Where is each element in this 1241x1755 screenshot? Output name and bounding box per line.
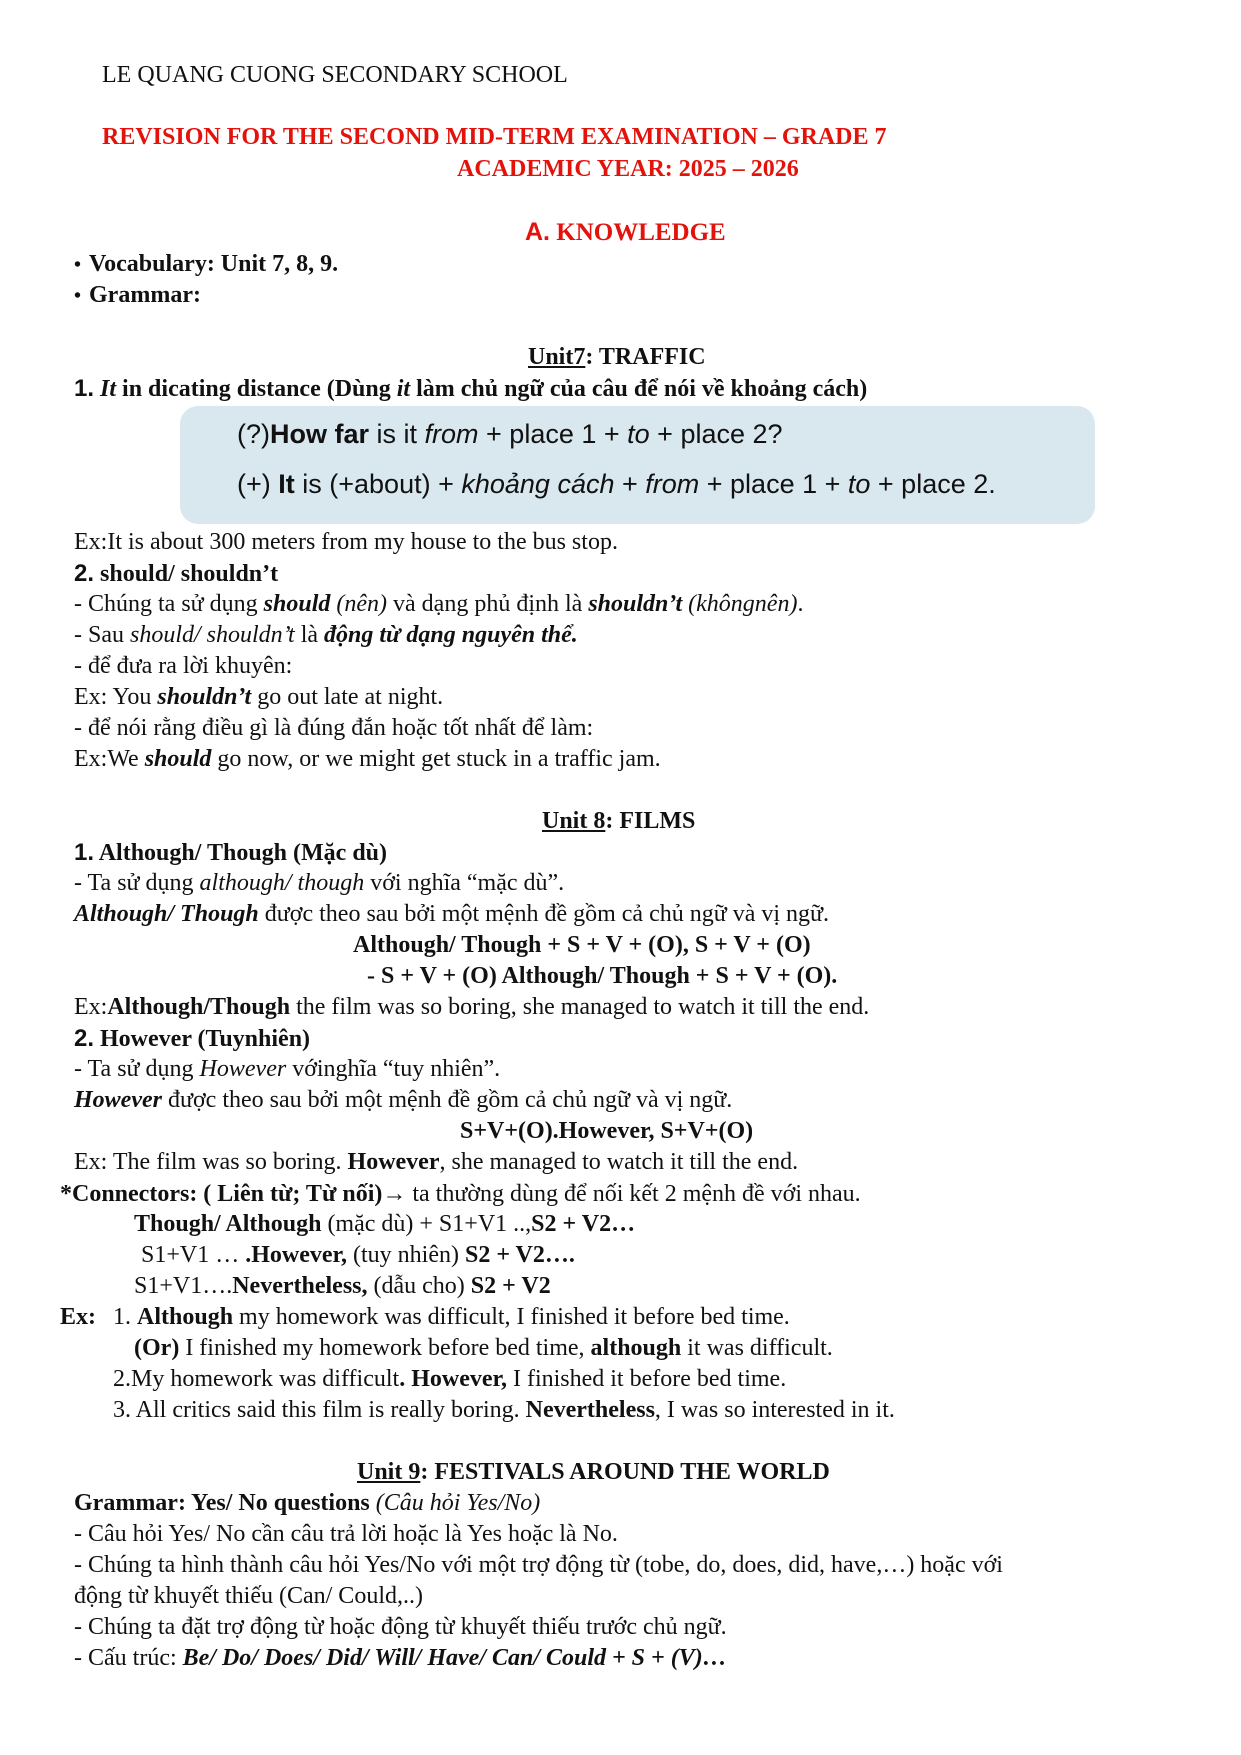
section-a-heading (525, 218, 726, 247)
text-part: là (294, 622, 325, 648)
formula-part: (?) (237, 419, 270, 449)
school-name: LE QUANG CUONG SECONDARY SCHOOL (102, 62, 568, 88)
example-line (113, 1397, 895, 1424)
text-line: - để nói rằng điều gì là đúng đắn hoặc tốt nhất để làm: (74, 715, 594, 741)
text-part: (tuy nhiên) (346, 1242, 465, 1268)
connectors-line (60, 1180, 861, 1208)
text-part: Although (137, 1304, 234, 1330)
it-word: It (100, 376, 117, 402)
unit7-point1 (74, 375, 867, 403)
example-line (113, 1304, 790, 1331)
text-part: go out late at night. (251, 684, 444, 710)
text-line (74, 870, 564, 897)
formula-part: + place 2? (649, 419, 783, 449)
formula-part: from (424, 419, 479, 449)
text-part: - Chúng ta sử dụng (74, 591, 264, 617)
text-part: Ex: (74, 994, 108, 1020)
formula-keyword: How far (270, 419, 370, 449)
formula-part: is it (369, 419, 425, 449)
text-line (74, 1056, 500, 1083)
unit7-title: : TRAFFIC (585, 344, 706, 370)
text-part: S2 + V2… (531, 1211, 636, 1237)
text-line (74, 622, 578, 649)
text-part: - Ta sử dụng (74, 1056, 200, 1082)
text-part: Ex: You (74, 684, 158, 710)
text-part: Though/ Although (134, 1211, 322, 1237)
text-part: 3. All critics said this film is really boring. (113, 1397, 526, 1423)
text-part: . However, (399, 1366, 507, 1392)
text-part: should (144, 746, 212, 772)
text-part: S2 + V2 (470, 1273, 551, 1299)
text-part: Nevertheless, (232, 1273, 368, 1299)
text-part: (Câu hỏi Yes/No) (369, 1490, 541, 1516)
connector-formula (134, 1211, 635, 1238)
point-text: in dicating distance (Dùng (116, 376, 397, 402)
point-title: should/ shouldn’t (100, 561, 279, 587)
formula-line: Although/ Though + S + V + (O), S + V + (O) (353, 932, 811, 958)
formula-part: khoảng cách (461, 469, 615, 499)
unit9-title: : FESTIVALS AROUND THE WORLD (420, 1459, 830, 1485)
point-number: 1. (74, 375, 95, 402)
arrow-right-icon: → (382, 1180, 407, 1207)
text-part: động từ dạng nguyên thể. (324, 622, 578, 648)
text-part: I finished it before bed time. (506, 1366, 787, 1392)
text-part: Although/Though (107, 994, 291, 1020)
text-line (74, 1645, 727, 1672)
formula-part: + place 1 + (699, 469, 848, 499)
document-title: REVISION FOR THE SECOND MID-TERM EXAMINATION – GRADE 7 (102, 124, 887, 150)
example-line (74, 994, 869, 1021)
text-part: .However, (245, 1242, 347, 1268)
bullet-grammar (74, 282, 201, 309)
formula-part: from (645, 469, 700, 499)
formula-question (237, 419, 783, 450)
text-part: được theo sau bởi một mệnh đề gồm cả chủ ngữ và vị ngữ. (258, 901, 830, 927)
text-part: shouldn’t (157, 684, 252, 710)
text-part: , I was so interested in it. (654, 1397, 895, 1423)
text-part: (mặc dù) + S1+V1 .., (321, 1211, 532, 1237)
text-part: although/ though (199, 870, 365, 896)
example-line (60, 1304, 96, 1331)
formula-answer (237, 469, 996, 500)
text-part: , she managed to watch it till the end. (439, 1149, 799, 1175)
text-part: - Cấu trúc: (74, 1645, 183, 1671)
unit7-heading (528, 344, 706, 371)
example-line (74, 1149, 798, 1176)
text-part: S2 + V2…. (464, 1242, 575, 1268)
connectors-label: *Connectors: ( Liên từ; Từ nối) (60, 1181, 383, 1207)
text-part: (khôngnên) (682, 591, 798, 617)
text-part: should/ shouldn’t (130, 622, 295, 648)
text-line: - Chúng ta đặt trợ động từ hoặc động từ khuyết thiếu trước chủ ngữ. (74, 1614, 727, 1640)
example-line: Ex:It is about 300 meters from my house to the bus stop. (74, 529, 618, 555)
text-part: should (263, 591, 331, 617)
text-part: However (74, 1087, 162, 1113)
text-part: go now, or we might get stuck in a traffic jam. (211, 746, 661, 772)
point-title: However (Tuynhiên) (100, 1026, 311, 1052)
section-letter: A. (525, 218, 550, 246)
formula-part: to (847, 469, 871, 499)
unit7-label: Unit7 (528, 344, 586, 370)
text-part: 2.My homework was difficult (113, 1366, 400, 1392)
unit8-point1 (74, 839, 387, 867)
formula-line: - S + V + (O) Although/ Though + S + V + (O). (367, 963, 838, 989)
connector-formula (141, 1242, 575, 1269)
unit9-label: Unit 9 (357, 1459, 421, 1485)
text-part: Grammar: Yes/ No questions (74, 1490, 370, 1516)
unit9-grammar (74, 1490, 540, 1517)
text-line: - Chúng ta hình thành câu hỏi Yes/No với một trợ động từ (tobe, do, does, did, have,…) hoặc với (74, 1552, 1003, 1578)
text-part: I finished my homework before bed time, (179, 1335, 591, 1361)
point-number: 2. (74, 1025, 95, 1052)
text-part: với nghĩa “mặc dù”. (364, 870, 565, 896)
unit7-point2 (74, 560, 278, 588)
text-part: . (797, 591, 804, 617)
text-part: - Sau (74, 622, 130, 648)
text-part: (nên) (330, 591, 388, 617)
point-title: Although/ Though (Mặc dù) (98, 840, 388, 866)
point-text: làm chủ ngữ của câu để nói về khoảng cách) (410, 376, 868, 402)
text-part: Nevertheless (525, 1397, 655, 1423)
formula-keyword: It (278, 469, 295, 499)
text-part: 1. (113, 1304, 137, 1330)
text-part: ta thường dùng để nối kết 2 mệnh đề với nhau. (406, 1181, 861, 1207)
text-part: (Or) (134, 1335, 180, 1361)
unit8-point2 (74, 1025, 310, 1053)
unit8-label: Unit 8 (542, 808, 606, 834)
text-part: - Ta sử dụng (74, 870, 200, 896)
text-part: Although/ Though (74, 901, 259, 927)
bullet-text: Grammar: (89, 282, 201, 308)
formula-part: + place 1 + (478, 419, 628, 449)
text-line (74, 591, 803, 618)
text-part: although (590, 1335, 682, 1361)
text-line (74, 901, 829, 928)
text-part: vớinghĩa “tuy nhiên”. (286, 1056, 501, 1082)
text-part: the film was so boring, she managed to watch it till the end. (290, 994, 870, 1020)
bullet-vocabulary (74, 251, 338, 278)
bullet-icon: • (74, 285, 82, 307)
example-line (74, 746, 661, 773)
text-line: - Câu hỏi Yes/ No cần câu trả lời hoặc là Yes hoặc là No. (74, 1521, 618, 1547)
formula-line: S+V+(O).However, S+V+(O) (460, 1118, 754, 1144)
text-part: và dạng phủ định là (387, 591, 589, 617)
text-part: Ex: The film was so boring. (74, 1149, 348, 1175)
example-line (113, 1366, 786, 1393)
academic-year: ACADEMIC YEAR: 2025 – 2026 (457, 156, 799, 182)
formula-part: + (614, 469, 646, 499)
example-line (74, 684, 443, 711)
text-part: shouldn’t (588, 591, 683, 617)
text-line (74, 1087, 732, 1114)
formula-part: + place 2. (870, 469, 996, 499)
unit8-heading (542, 808, 695, 835)
formula-part: is (+about) + (294, 469, 462, 499)
text-part: However (199, 1056, 287, 1082)
bullet-text: Vocabulary: Unit 7, 8, 9. (89, 251, 339, 277)
unit8-title: : FILMS (605, 808, 696, 834)
unit9-heading (357, 1459, 830, 1486)
point-number: 1. (74, 839, 95, 866)
it-word: it (396, 376, 411, 402)
text-part: However (347, 1149, 440, 1175)
point-number: 2. (74, 560, 95, 587)
formula-part: (+) (237, 469, 279, 499)
text-part: it was difficult. (681, 1335, 833, 1361)
formula-part: to (627, 419, 650, 449)
example-line (134, 1335, 833, 1362)
connector-formula (134, 1273, 551, 1300)
example-label: Ex: (60, 1304, 96, 1330)
text-part: được theo sau bởi một mệnh đề gồm cả chủ ngữ và vị ngữ. (161, 1087, 733, 1113)
section-title: KNOWLEDGE (556, 219, 726, 246)
bullet-icon: • (74, 254, 82, 276)
text-line: động từ khuyết thiếu (Can/ Could,..) (74, 1583, 423, 1609)
text-part: S1+V1 … (141, 1242, 246, 1268)
text-part: Be/ Do/ Does/ Did/ Will/ Have/ Can/ Could + S + (V)… (182, 1645, 727, 1671)
text-part: (dẫu cho) (367, 1273, 471, 1299)
text-part: S1+V1…. (134, 1273, 233, 1299)
text-line: - để đưa ra lời khuyên: (74, 653, 293, 679)
text-part: Ex:We (74, 746, 145, 772)
text-part: my homework was difficult, I finished it before bed time. (233, 1304, 790, 1330)
